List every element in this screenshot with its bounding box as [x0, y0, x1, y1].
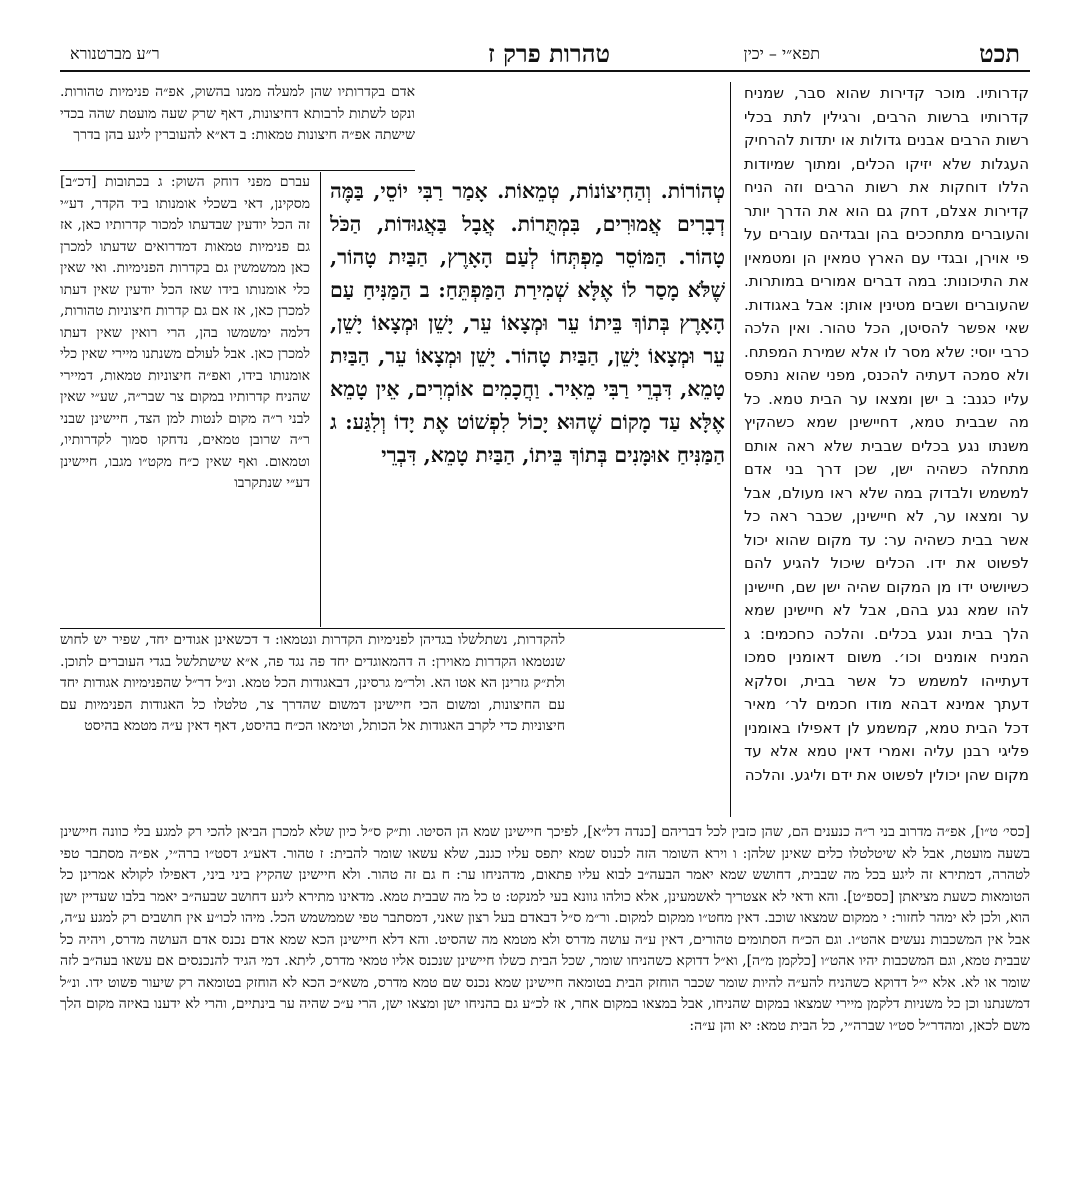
column-divider [320, 172, 321, 627]
boaz-commentary: [כסי׳ ט״ו], אפ״ה מדרוב בני ר״ה כנענים הם, שהן כזבין לכל דבריהם [כנדה דל״א], לפיכך חיישינן שמא הן הסיטו. ות״ק ס״ל כיון שלא למכרן הביאן להכי רק למגע בלי כוונה חיישינן בשעה מועטת, אבל לא שיטלטלו כלים שאינן שלהן: ו וירא השומר הזה לכנוס שמא יתפס עליו כגנב, שלא עשאו שומר להבית: ז טהור. דאע״ג דסט״ו ברה״י, אפ״ה מסתבר טפי לטהרה, דמתירא זה ליגע בכל מה שבבית, דחושש שמא יאמר הבעה״ב לבוא עליו פתאום, מדהניחו ער: ח גם זה טהור. ולא חיישינן שהקיץ ביני ביני, דאפילו לקולא אמרינן כל הטומאות כשעת מציאתן [כספ״ט]. והא ודאי לא אצטריך לאשמעינן, אלא כולהו גוונא בעי למנקט: ט כל מה שבבית טמא. מדאינו מתירא ליגע דחושב שבעה״ב יאמר בלבו שעדיין ישן הוא, ולכן לא ימהר לחזור: י ממקום שמצאו שוכב. דאין מחט״ו ממקום למקום. ור״מ ס״ל דבאדם בעל רצון שאני, דמסתבר טפי שממשמש הכל. מיהו לכו״ע אין חושבים רק למגע ע״ה, אבל אין המשכבות נעשים אהט״ו. וגם הכ״ח הסתומים טהורים, דאין ע״ה עושה מדרס ולא מטמא מה שהסיט. והא דלא חיישינן הכא שמא אדם נכנס אדם העושה מדרס, ויהיה כל שבבית טמא, וגם המשכבות יהיו אהט״ו [כלקמן מ״ה], וא״ל דדוקא כשהניחו שומר, שכל הבית כשלו חיישינן שנכנס אליו טמאי מדרס, ליתא. דמי הגיד להנכנסים אם עשאו בעה״ב לזה שומר או לא. אלא י״ל דדוקא כשהניח להע״ה להיות שומר שכבר הוחזק הבית בטומאה חיישינן שמא נכנס שם טמא מדרס, משא״כ הכא לא הוחזק בטומאה רק שיעור פשוט ידו. ונ״ל דמשנתנו וכן כל משניות דלקמן מיירי שמצאו במקום שהניחו, אבל במצאו במקום אחר, אז לכ״ע גם בהניחו ישן ומצאו ישן, הרי ע״כ שהיה ער בינתיים, והרי לא ידענו באיזה מקום הלך משם לכאן, ומהדר״ל סט״ו שברה״י, כל הבית טמא: יא והן ע״ה: [60, 824, 1030, 1034]
column-divider [730, 82, 731, 817]
commentary-title: ר״ע מברטנורא [70, 44, 160, 63]
yachin-commentary-top: אדם בקדרותיו שהן למעלה ממנו בהשוק, אפ״ה פנימיות טהורות. ונקט לשתות לרבותא דחיצונות, דאף שרק שעה מועטת שהה בכדי שישתה אפ״ה חיצונות טמאות: ב דא״א להעוברין ליגע בהן בדרך [60, 84, 415, 143]
page-number: תכט [979, 39, 1020, 68]
yachin-commentary-side: עברם מפני דוחק השוק: ג בכתובות [דכ״ב] מסקינן, דאי בשכלי אומנותו ביד הקדר, דע״י זה הכל יודעין שבדעתו למכור קדרותיו כאן, אז גם פנימיות טמאות דמדרואים שדעתו למכרן כאן ממשמשין גם בקדרות הפנימיות. ואי שאין כלי אומנותו בידו שאז הכל יודעין שאין דעתו למכרן כאן, אז אם גם קדרות חיצוניות טהורות, דלמה ימשמשו בהן, הרי רואין שאין דעתו למכרן כאן. אבל לעולם משנתנו מיירי שאין כלי אומנותו בידו, ואפ״ה חיצוניות טמאות, דמיירי שהניח קדרותיו במקום צר שבר״ה, שע״י שאין לבני ר״ה מקום לנטות למן הצד, חיישינן שבני ר״ה שרובן טמאים, נדחקו סמוך לקדרותיו, וטמאום. ואף שאין כ״ח מקט״ו מגבו, חיישינן דע״י שנתקרבו [60, 174, 310, 491]
yachin-commentary-bottom: להקדרות, נשתלשלו בגדיהן לפנימיות הקדרות ונטמאו: ד דכשאינן אגודים יחד, שפיר יש לחוש שנטמאו הקדרות מאוירן: ה דהמאוגדים יחד פה נגד פה, א״א שישתלשל בגדי העוברים לתוכן. ולת״ק גזרינן הא אטו הא. ולר״מ גרסינן, דבאגודות הכל טמא. ונ״ל דר״ל שהפנימיות אגודות יחד עם החיצונות, ומשום הכי חיישינן דמשום שהדרך צר, טלטלו כל האגודות הפנימיות עם חיצוניות כדי לקרב האגודות אל הכותל, וטימאו הכ״ח בהיסט, דאף דאין ע״ה מטמא בהיסט [60, 632, 565, 734]
section-range: תפא״י – יכין [743, 44, 820, 63]
page-header [60, 40, 1030, 72]
mishnah-text: טְהוֹרוֹת. וְהַחִיצוֹנוֹת, טְמֵאוֹת. אָמַר רַבִּי יוֹסֵי, בַּמֶּה דְבָרִים אֲמוּרִים, בִּמְתֻּרוֹת. אֲבָל בַּאֲגוּדוֹת, הַכֹּל טָהוֹר. הַמּוֹסֵר מַפְתְּחוֹ לְעַם הָאָרֶץ, הַבַּיִת טָהוֹר, שֶׁלֹּא מָסַר לוֹ אֶלָּא שְׁמִירַת הַמַּפְתֵּחַ: ב הַמַּנִּיחַ עַם הָאָרֶץ בְּתוֹךְ בֵּיתוֹ עֵר וּמְצָאוֹ עֵר, יָשֵׁן וּמְצָאוֹ יָשֵׁן, עֵר וּמְצָאוֹ יָשֵׁן, הַבַּיִת טָהוֹר. יָשֵׁן וּמְצָאוֹ עֵר, הַבַּיִת טָמֵא, דִּבְרֵי רַבִּי מֵאִיר. וַחֲכָמִים אוֹמְרִים, אֵין טָמֵא אֶלָּא עַד מָקוֹם שֶׁהוּא יָכוֹל לִפְשׁוֹט אֶת יָדוֹ וְלִגַּע: ג הַמַּנִּיחַ אוּמָּנִים בְּתוֹךְ בֵּיתוֹ, הַבַּיִת טָמֵא, דִּבְרֵי [330, 179, 725, 467]
bartenura-commentary: קדרותיו. מוכר קדירות שהוא סבר, שמניח קדרותיו ברשות הרבים, ורגילין לתת בכלי רשות הרבים אבנים גדולות או יתדות להרחיק העגלות שלא יזיקו הכלים, ומתוך שמיודות הללו דוחקות את רשות הרבים וזה הניח קדירות אצלם, דחק גם הוא את הדרך יותר והעוברים מתחככים בהן ובגדיהם עוברים על פי אוירן, ובגדי עם הארץ טמאין הן ומטמאין את התיכונות: במה דברים אמורים במותרות. שהעוברים ושבים מטינין אותן: אבל באגודות. שאי אפשר להסיטן, הכל טהור. ואין הלכה כרבי יוסי: שלא מסר לו אלא שמירת המפתח. ולא סמכה דעתיה להכנס, מפני שהוא נתפס עליו כגנב: ב ישן ומצאו ער הבית טמא. כל מה שבבית טמא, דחיישינן שמא כשהקיץ משנתו נגע בכלים שבבית שלא ראה אותם מתחלה כשהיה ישן, שכן דרך בני אדם למשמש ולבדוק במה שלא ראו מעולם, אבל ער ומצאו ער, לא חיישינן, שכבר ראה כל אשר בבית כשהיה ער: עד מקום שהוא יכול לפשוט את ידו. הכלים שיכול להגיע להם כשיושיט ידו מן המקום שהיה ישן שם, חיישינן להו שמא נגע בהם, אבל לא חיישינן שמא הלך בבית ונגע בכלים. והלכה כחכמים: ג המניח אומנים וכו׳. משום דאומנין סמכו דעתייהו למשמש כל אשר בבית, וסלקא דעתך אמינא דבהא מודו חכמים לר׳ מאיר דכל הבית טמא, קמשמע לן דאפילו באומנין פליגי רבנן עליה ואמרי דאין טמא אלא עד מקום שהן יכולין לפשוט את ידם וליגע. והלכה [744, 84, 1029, 784]
section-divider [60, 628, 725, 629]
section-divider [60, 170, 415, 171]
tractate-chapter: טהרות פרק ז [488, 39, 610, 68]
